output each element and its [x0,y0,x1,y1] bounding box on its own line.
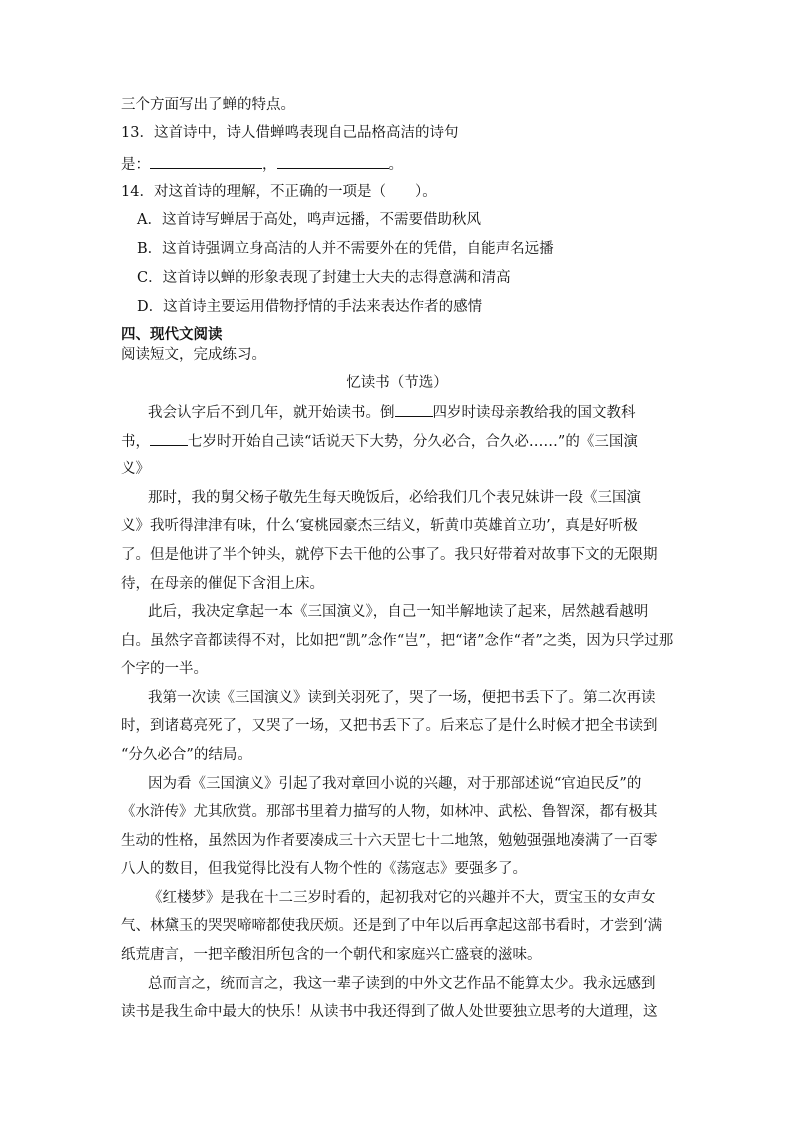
p1-text-b: 四岁时读母亲教给我的国文教科 [432,405,636,421]
paragraph-1-line-1 [148,402,636,423]
paragraph-5-line-3: 生动的性格，虽然因为作者要凑成三十六天罡七十二地煞，勉勉强强地凑满了一百零 [121,833,658,849]
option-b: B．这首诗强调立身高洁的人并不需要外在的凭借，自能声名远播 [137,241,554,257]
section-heading: 四、现代文阅读 [121,327,223,343]
paragraph-3-line-2: 白。虽然字音都读得不对，比如把“凯”念作“岂”，把“诸”念作“者”之类，因为只学过那 [121,633,674,649]
paragraph-4-line-2: 时，到诸葛亮死了，又哭了一场，又把书丢下了。后来忘了是什么时候才把全书读到 [121,718,658,734]
paragraph-4-line-3: “分久必合”的结局。 [121,747,252,763]
answer-end: 。 [388,157,403,173]
paragraph-5-line-1: 因为看《三国演义》引起了我对章回小说的兴趣，对于那部述说“官迫民反”的 [148,776,642,792]
paragraph-6-line-1: 《红楼梦》是我在十二三岁时看的，起初我对它的兴趣并不大，贾宝玉的女声女 [148,890,656,906]
option-d: D．这首诗主要运用借物抒情的手法来表达作者的感情 [137,299,483,315]
p1-text-c: 书， [121,434,150,450]
previous-question-tail: 三个方面写出了蝉的特点。 [121,97,295,113]
paragraph-2-line-3: 了。但是他讲了半个钟头，就停下去干他的公事了。我只好带着对故事下文的无限期 [121,547,658,563]
paragraph-5-line-4: 八人的数目，但我觉得比没有人物个性的《荡寇志》要强多了。 [121,861,527,877]
fill-blank-2[interactable] [150,431,188,446]
p1-text-a: 我会认字后不到几年，就开始读书。倒 [148,405,395,421]
paragraph-6-line-3: 纸荒唐言，一把辛酸泪所包含的一个朝代和家庭兴亡盛衰的滋味。 [121,947,542,963]
answer-prefix: 是： [121,157,150,173]
option-c: C．这首诗以蝉的形象表现了封建士大夫的志得意满和清高 [137,270,511,286]
paragraph-7-line-2: 读书是我生命中最大的快乐！从读书中我还得到了做人处世要独立思考的大道理，这 [121,1004,658,1020]
question-13: 13．这首诗中，诗人借蝉鸣表现自己品格高洁的诗句 [121,125,459,141]
answer-blank-1[interactable] [150,154,262,169]
paragraph-5-line-2: 《水浒传》尤其欣赏。那部书里着力描写的人物，如林冲、武松、鲁智深，都有极其 [121,804,658,820]
p1-text-d: 七岁时开始自己读“话说天下大势，分久必合，合久必……”的《三国演 [188,434,638,450]
paragraph-2-line-2: 义》我听得津津有味，什么‘宴桃园豪杰三结义，斩黄巾英雄首立功’，真是好听极 [121,518,638,534]
answer-blank-2[interactable] [277,154,389,169]
paragraph-1-line-3: 义》 [121,461,150,477]
question-13-answer-line [121,154,403,175]
paragraph-1-line-2 [121,431,638,452]
paragraph-2-line-4: 待，在母亲的催促下含泪上床。 [121,576,324,592]
paragraph-7-line-1: 总而言之，统而言之，我这一辈子读到的中外文艺作品不能算太少。我永远感到 [148,976,656,992]
paragraph-3-line-1: 此后，我决定拿起一本《三国演义》，自己一知半解地读了起来，居然越看越明 [148,604,649,620]
paragraph-6-line-2: 气、林黛玉的哭哭啼啼都使我厌烦。还是到了中年以后再拿起这部书看时，才尝到‘满 [121,918,663,934]
option-a: A．这首诗写蝉居于高处，鸣声远播，不需要借助秋风 [137,212,481,228]
answer-separator: ， [262,157,277,173]
paragraph-3-line-3: 个字的一半。 [121,661,208,677]
fill-blank-1[interactable] [395,402,433,417]
article-title: 忆读书（节选） [346,375,448,391]
question-14: 14．对这首诗的理解，不正确的一项是（ ）。 [121,184,437,200]
paragraph-2-line-1: 那时，我的舅父杨子敬先生每天晚饭后，必给我们几个表兄妹讲一段《三国演 [148,490,641,506]
paragraph-4-line-1: 我第一次读《三国演义》读到关羽死了，哭了一场，便把书丢下了。第二次再读 [148,690,656,706]
section-instruction: 阅读短文，完成练习。 [121,347,266,363]
